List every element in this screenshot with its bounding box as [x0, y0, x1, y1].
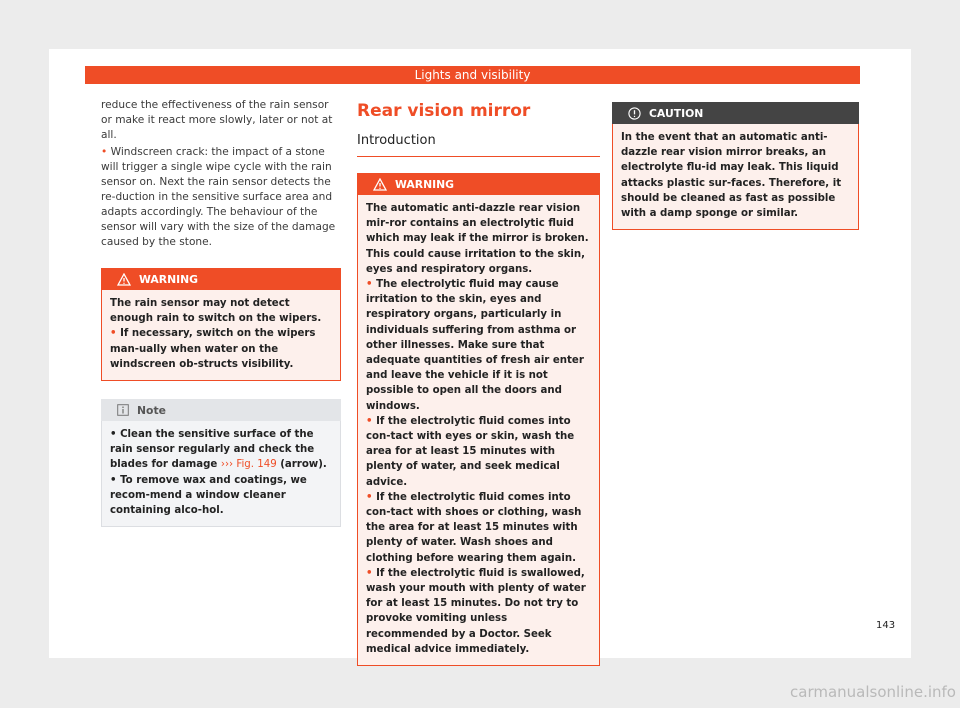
warning-item-text: The electrolytic fluid may cause irritation to the skin, eyes and respiratory organs, particularly in individuals suffering from asthma or other illnesses. Make sure that adequate quantities of fresh air enter and leave the vehicle if it is not possible to open all the doors and windows. [366, 279, 584, 412]
section-title: Rear vision mirror [357, 101, 531, 121]
warning-box-rain-sensor [101, 268, 341, 381]
warning-item [366, 277, 591, 414]
bullet: • [366, 491, 373, 503]
column-right [612, 98, 859, 230]
note-header [101, 399, 341, 421]
note-item-text: To remove wax and coatings, we recom-mend a window cleaner containing alco-hol. [110, 474, 307, 517]
warning-label: WARNING [395, 177, 455, 191]
warning-item [366, 566, 591, 657]
page-number: 143 [876, 620, 896, 631]
caution-text: In the event that an automatic anti-dazzle rear vision mirror breaks, an electrolyte flu-id may leak. This liquid attacks plastic sur-faces. Therefore, it should be cleaned as fast as possible with a damp sponge or similar. [621, 132, 842, 220]
column-left [101, 98, 341, 527]
caution-header [612, 102, 859, 124]
bullet: • [101, 146, 108, 158]
warning-box-mirror [357, 173, 600, 666]
section-subtitle: Introduction [357, 133, 600, 157]
warning-header [101, 268, 341, 290]
paragraph-windscreen-crack [101, 145, 341, 250]
bullet: • [366, 415, 373, 427]
chapter-header: Lights and visibility [85, 66, 860, 84]
warning-item-text: If the electrolytic fluid comes into con-tact with shoes or clothing, wash the area for at least 15 minutes with plenty of water. Wash shoes and clothing before wearing them again. [366, 491, 582, 564]
bullet: • [366, 279, 373, 291]
note-item [110, 427, 332, 473]
caution-body [612, 124, 859, 230]
column-middle [357, 98, 600, 666]
warning-item [366, 490, 591, 566]
note-body [101, 421, 341, 527]
watermark: carmanualsonline.info [790, 683, 956, 701]
warning-item [110, 326, 332, 372]
note-item-text: Clean the sensitive surface of the rain sensor regularly and check the blades for damage [110, 429, 315, 471]
warning-triangle-icon [373, 178, 387, 191]
note-item-tail: (arrow). [280, 459, 327, 471]
warning-body [101, 290, 341, 381]
caution-label: CAUTION [649, 106, 704, 120]
warning-body [357, 195, 600, 666]
warning-label: WARNING [139, 272, 199, 286]
note-box [101, 399, 341, 527]
info-icon [117, 404, 129, 416]
warning-text: The automatic anti-dazzle rear vision mir-ror contains an electrolytic fluid which may leak if the mirror is broken. This could cause irritation to the skin, eyes and respiratory organs. [366, 203, 589, 275]
warning-text: The rain sensor may not detect enough rain to switch on the wipers. [110, 298, 322, 325]
warning-header [357, 173, 600, 195]
figure-reference-link[interactable]: ››› Fig. 149 [220, 459, 277, 471]
warning-item-text: If the electrolytic fluid is swallowed, wash your mouth with plenty of water for at least 15 minutes. Do not try to provoke vomiting unless recommended by a Doctor. Seek medical advice immediately. [366, 567, 586, 655]
bullet: • [110, 474, 117, 486]
bullet: • [110, 328, 117, 340]
paragraph-rain-sensor: reduce the effectiveness of the rain sensor or make it react more slowly, later or not at all. [101, 99, 333, 141]
note-label: Note [137, 403, 166, 417]
warning-item-text: If the electrolytic fluid comes into con-tact with eyes or skin, wash the area for at least 15 minutes with plenty of water, and seek medical advice. [366, 415, 575, 488]
note-item [110, 473, 332, 519]
caution-box [612, 102, 859, 230]
exclamation-circle-icon [628, 107, 641, 120]
warning-item [366, 414, 591, 490]
bullet: • [110, 429, 117, 441]
warning-triangle-icon [117, 273, 131, 286]
bullet: • [366, 567, 373, 579]
paragraph-text: Windscreen crack: the impact of a stone will trigger a single wipe cycle with the rain sensor on. Next the rain sensor detects the re-duction in the sensitive surface area and adapts accordingly. The behaviour of the sensor will vary with the size of the damage caused by the stone. [101, 146, 336, 248]
warning-item-text: If necessary, switch on the wipers man-ually when water on the windscreen ob-structs visibility. [110, 328, 316, 370]
